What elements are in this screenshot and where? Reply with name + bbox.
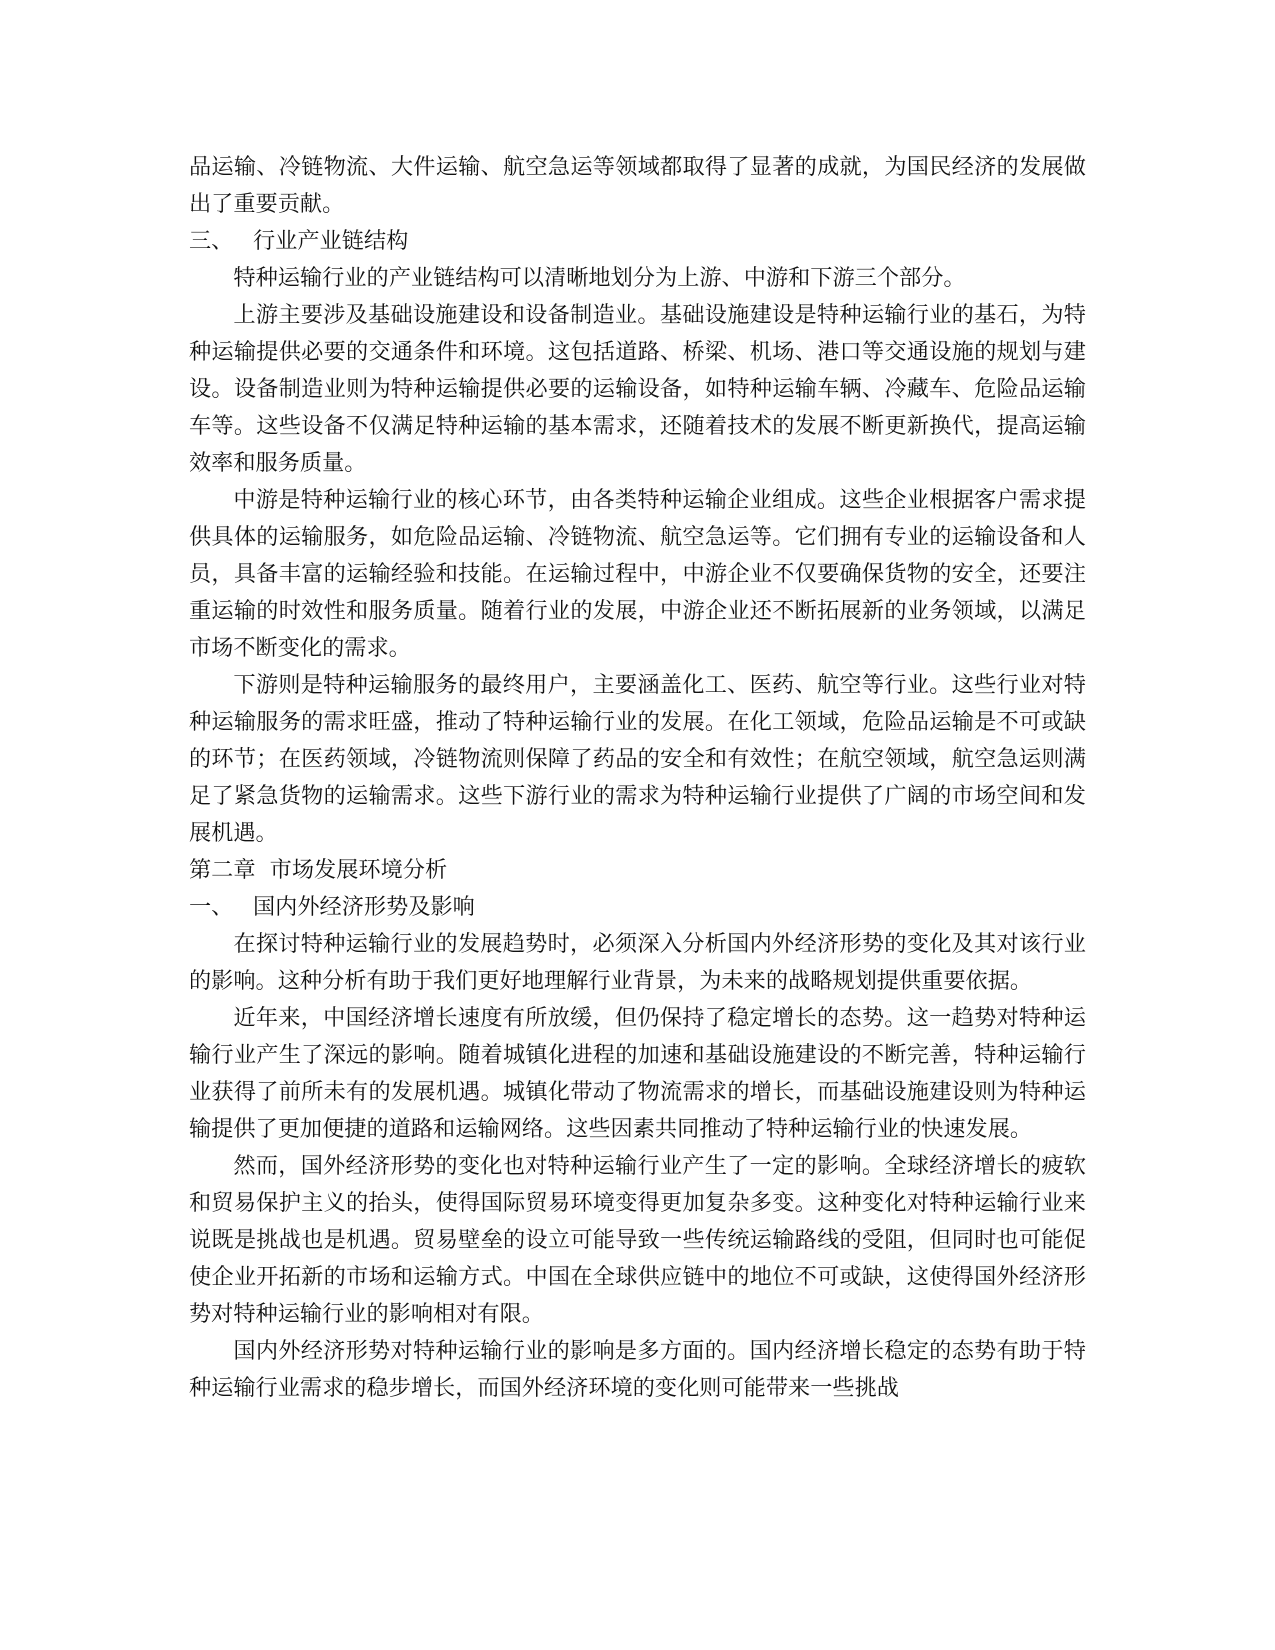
section-3-title: 行业产业链结构 [253,228,409,254]
chapter-2-heading: 第二章 市场发展环境分析 [189,857,448,883]
intro-continuation-paragraph: 品运输、冷链物流、大件运输、航空急运等领域都取得了显著的成就，为国民经济的发展做出了重要贡献。 [189,154,1086,217]
section-1-number: 一、 [189,894,234,920]
section-1-title: 国内外经济形势及影响 [253,894,475,920]
domestic-economy-paragraph: 近年来，中国经济增长速度有所放缓，但仍保持了稳定增长的态势。这一趋势对特种运输行业产生了深远的影响。随着城镇化进程的加速和基础设施建设的不断完善，特种运输行业获得了前所未有的发展机遇。城镇化带动了物流需求的增长，而基础设施建设则为特种运输提供了更加便捷的道路和运输网络。这些因素共同推动了特种运输行业的快速发展。 [189,1005,1086,1142]
section-1-heading [189,889,1086,926]
document-page [189,149,1086,1407]
chain-overview-paragraph: 特种运输行业的产业链结构可以清晰地划分为上游、中游和下游三个部分。 [233,265,966,291]
downstream-paragraph: 下游则是特种运输服务的最终用户，主要涵盖化工、医药、航空等行业。这些行业对特种运输服务的需求旺盛，推动了特种运输行业的发展。在化工领域，危险品运输是不可或缺的环节；在医药领域，冷链物流则保障了药品的安全和有效性；在航空领域，航空急运则满足了紧急货物的运输需求。这些下游行业的需求为特种运输行业提供了广阔的市场空间和发展机遇。 [189,672,1086,846]
section-3-heading [189,223,1086,260]
section-3-number: 三、 [189,228,234,254]
midstream-paragraph: 中游是特种运输行业的核心环节，由各类特种运输企业组成。这些企业根据客户需求提供具体的运输服务，如危险品运输、冷链物流、航空急运等。它们拥有专业的运输设备和人员，具备丰富的运输经验和技能。在运输过程中，中游企业不仅要确保货物的安全，还要注重运输的时效性和服务质量。随着行业的发展，中游企业还不断拓展新的业务领域，以满足市场不断变化的需求。 [189,487,1086,661]
economy-summary-paragraph: 国内外经济形势对特种运输行业的影响是多方面的。国内经济增长稳定的态势有助于特种运输行业需求的稳步增长，而国外经济环境的变化则可能带来一些挑战 [189,1338,1086,1401]
foreign-economy-paragraph: 然而，国外经济形势的变化也对特种运输行业产生了一定的影响。全球经济增长的疲软和贸易保护主义的抬头，使得国际贸易环境变得更加复杂多变。这种变化对特种运输行业来说既是挑战也是机遇。贸易壁垒的设立可能导致一些传统运输路线的受阻，但同时也可能促使企业开拓新的市场和运输方式。中国在全球供应链中的地位不可或缺，这使得国外经济形势对特种运输行业的影响相对有限。 [189,1153,1086,1327]
economy-intro-paragraph: 在探讨特种运输行业的发展趋势时，必须深入分析国内外经济形势的变化及其对该行业的影响。这种分析有助于我们更好地理解行业背景，为未来的战略规划提供重要依据。 [189,931,1086,994]
upstream-paragraph: 上游主要涉及基础设施建设和设备制造业。基础设施建设是特种运输行业的基石，为特种运输提供必要的交通条件和环境。这包括道路、桥梁、机场、港口等交通设施的规划与建设。设备制造业则为特种运输提供必要的运输设备，如特种运输车辆、冷藏车、危险品运输车等。这些设备不仅满足特种运输的基本需求，还随着技术的发展不断更新换代，提高运输效率和服务质量。 [189,302,1086,476]
